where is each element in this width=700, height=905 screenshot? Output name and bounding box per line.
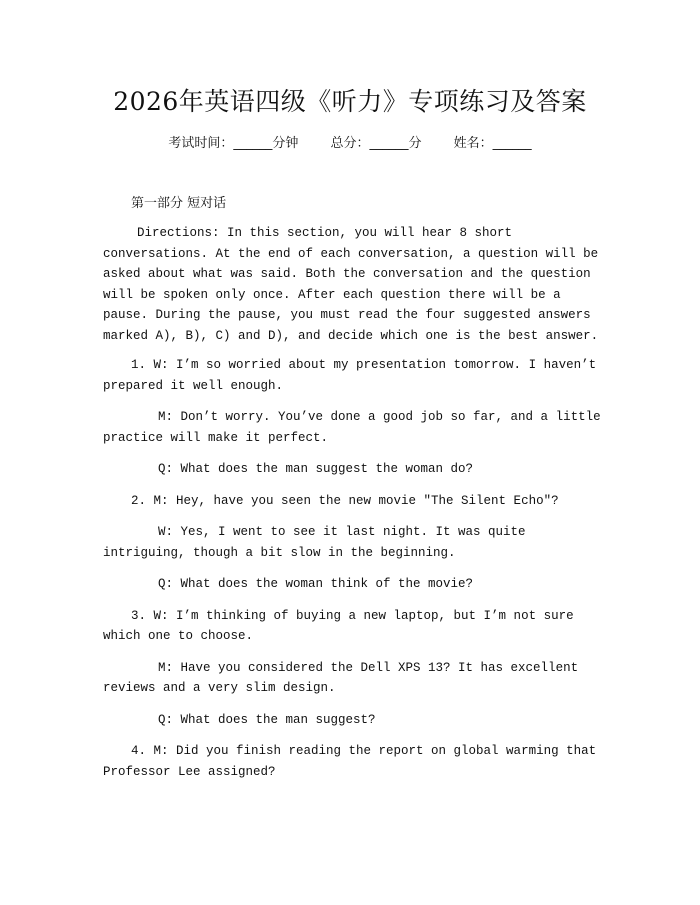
item-3-line-1: 3. W: I’m thinking of buying a new laptop, but I’m not sure which one to choose. [103,608,574,643]
page-title: 2026年英语四级《听力》专项练习及答案 [113,87,587,116]
item-2-line-1: 2. M: Hey, have you seen the new movie "The Silent Echo"? [131,493,559,508]
section-title: 第一部分 短对话 [131,196,227,211]
total-score: 总分：______分 [330,136,422,151]
item-1-question: Q: What does the man suggest the woman do? [158,462,474,476]
directions-text: Directions: In this section, you will hear 8 short conversations. At the end of each conversation, a question will be asked about what was said. Both the conversation and the question will be spoken only once. After each question there will be a pause. During the pause, you must read the four suggested answers marked A), B), C) and D), and decide which one is the best answer. [103,226,599,343]
exam-time: 考试时间：______分钟 [168,136,299,151]
student-name: 姓名：______ [453,136,532,151]
item-3-line-2: M: Have you considered the Dell XPS 13? It has excellent reviews and a very slim design. [103,660,579,695]
item-3-question: Q: What does the man suggest? [158,712,376,727]
item-1-line-2: M: Don’t worry. You’ve done a good job so far, and a little practice will make it perfect. [103,410,601,445]
exam-meta [0,132,700,151]
item-2-question: Q: What does the woman think of the movie? [158,577,474,591]
item-4-line-1: 4. M: Did you finish reading the report on global warming that Professor Lee assigned? [103,744,597,779]
item-1-line-1: 1. W: I’m so worried about my presentation tomorrow. I haven’t prepared it well enough. [103,358,597,393]
conversation-list [103,355,603,782]
item-2-line-2: W: Yes, I went to see it last night. It was quite intriguing, though a bit slow in the beginning. [103,525,526,560]
